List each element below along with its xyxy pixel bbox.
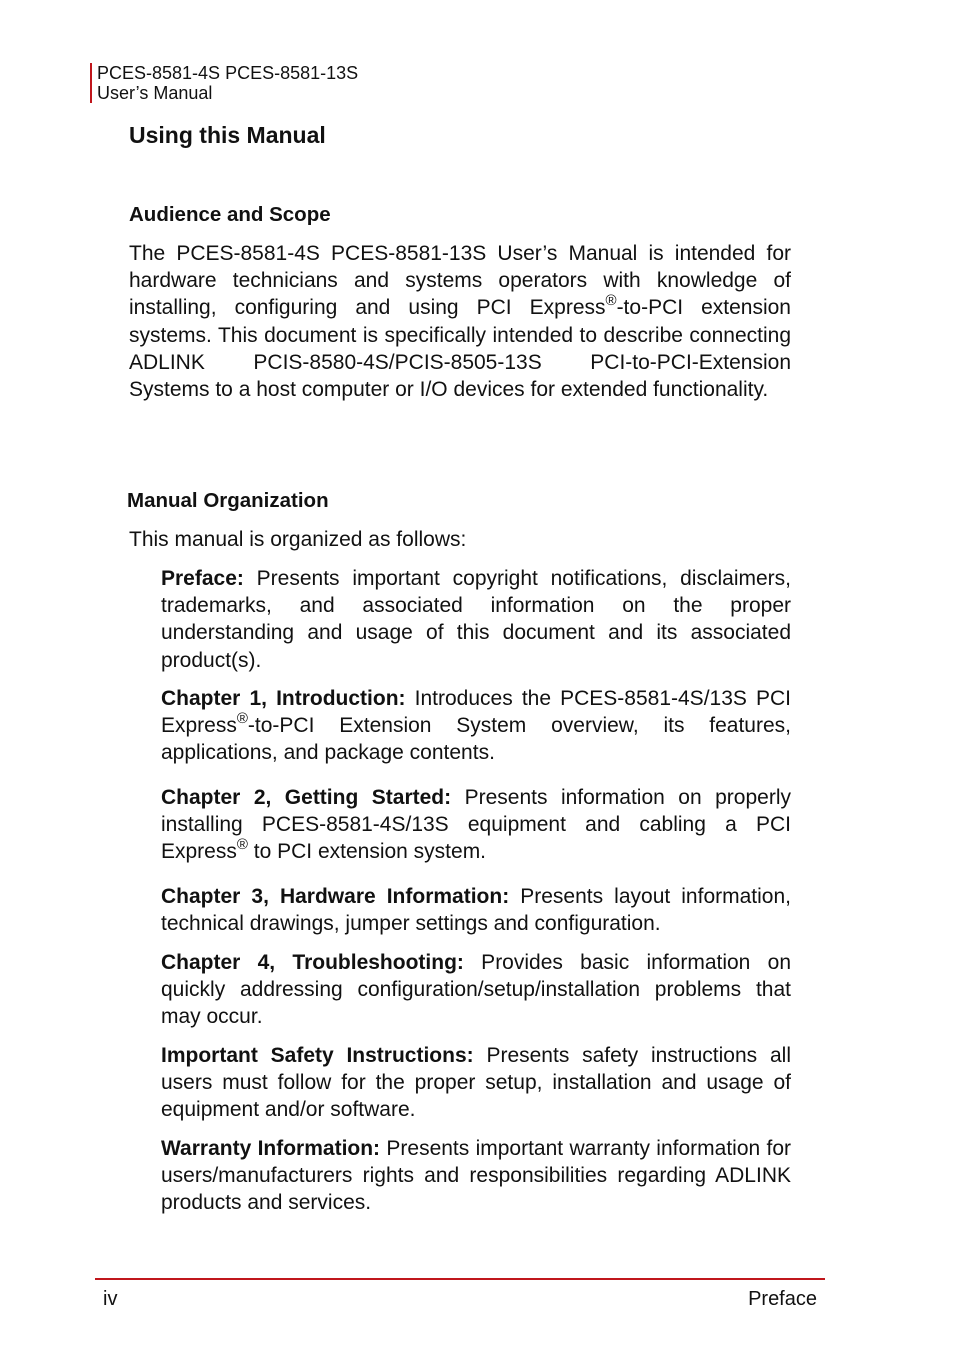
header-product: PCES-8581-4S PCES-8581-13S (97, 63, 359, 83)
registered-mark: ® (236, 836, 248, 854)
footer-section: Preface (748, 1288, 817, 1310)
item-label: Important Safety Instructions: (161, 1044, 474, 1067)
item-text: Provides basic information on quickly addressing configuration/setup/installation problems that may occur. (161, 951, 791, 1029)
page-number: iv (103, 1288, 118, 1310)
audience-text-1: The PCES-8581-4S PCES-8581-13S User’s Manual is intended for hardware technicians and systems operators with knowledge of installing, configuring and using PCI Express (129, 242, 791, 320)
page-title: Using this Manual (129, 122, 326, 148)
item-text-2: to PCI extension system. (247, 840, 487, 864)
registered-mark: ® (236, 710, 248, 728)
section-heading-organization: Manual Organization (127, 489, 329, 512)
item-label: Chapter 1, Introduction: (161, 687, 406, 710)
item-label: Chapter 2, Getting Started: (161, 786, 452, 809)
organization-intro: This manual is organized as follows: (129, 528, 467, 551)
audience-text-2: -to-PCI extension systems. This document is specifically intended to describe connecting ADLINK PCIS-8580-4S/PCIS-8505-13S PCI-to-PCI-Extension Systems to a host computer or I/O devices for extended functionality. (129, 296, 791, 402)
section-heading-audience: Audience and Scope (129, 203, 331, 226)
item-text: Presents important warranty information for users/manufacturers rights and responsibilities regarding ADLINK products and services. (161, 1137, 792, 1215)
list-item-chapter-4 (161, 949, 791, 1031)
item-text: Presents layout information, technical drawings, jumper settings and configuration. (161, 885, 791, 936)
item-label: Chapter 3, Hardware Information: (161, 885, 510, 908)
list-item-warranty (161, 1135, 791, 1217)
list-item-chapter-1 (161, 685, 791, 767)
registered-mark: ® (605, 292, 617, 310)
list-item-chapter-2 (161, 784, 791, 866)
item-label: Warranty Information: (161, 1137, 381, 1160)
item-label: Chapter 4, Troubleshooting: (161, 951, 464, 974)
audience-paragraph (129, 240, 791, 403)
item-label: Preface: (161, 567, 244, 590)
item-text: Presents information on properly installing PCES-8581-4S/13S equipment and cabling a PCI Express (161, 786, 791, 864)
item-text: Introduces the PCES-8581-4S/13S PCI Express (161, 687, 792, 738)
item-text-2: -to-PCI Extension System overview, its features, applications, and package contents. (161, 714, 791, 765)
list-item-safety (161, 1042, 791, 1124)
header-manual: User’s Manual (97, 83, 213, 103)
item-text: Presents safety instructions all users must follow for the proper setup, installation and usage of equipment and/or software. (161, 1044, 791, 1122)
footer-divider (95, 1278, 825, 1280)
list-item-preface (161, 565, 791, 674)
item-text: Presents important copyright notifications, disclaimers, trademarks, and associated information on the proper understanding and usage of this document and its associated product(s). (161, 567, 791, 672)
running-header (90, 63, 358, 103)
list-item-chapter-3 (161, 883, 791, 937)
